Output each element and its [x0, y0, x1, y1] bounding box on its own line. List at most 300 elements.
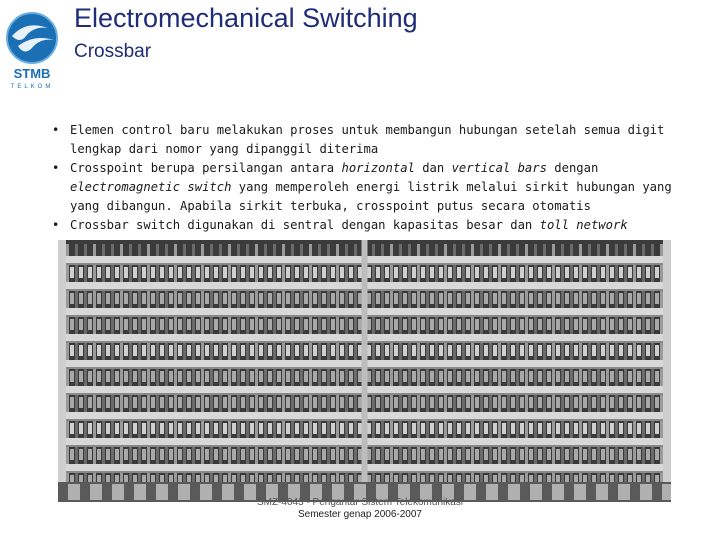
- crosspoint-contact: [88, 345, 92, 356]
- bullet-text: Crossbar switch digunakan di sentral dengan kapasitas besar dan: [70, 218, 540, 232]
- crosspoint-contact: [88, 293, 92, 304]
- crosspoint-contact: [304, 319, 308, 330]
- crosspoint-contact: [493, 423, 497, 434]
- crosspoint-contact: [502, 267, 506, 278]
- crosspoint-contact: [430, 449, 434, 460]
- slide-subtitle: Crossbar: [74, 41, 152, 62]
- crosspoint-contact: [331, 397, 335, 408]
- crosspoint-contact: [232, 293, 236, 304]
- crosspoint-contact: [385, 319, 389, 330]
- crosspoint-contact: [70, 267, 74, 278]
- crosspoint-contact: [97, 267, 101, 278]
- crosspoint-contact: [655, 319, 659, 330]
- crosspoint-contact: [169, 345, 173, 356]
- crosspoint-contact: [583, 345, 587, 356]
- crosspoint-contact: [601, 319, 605, 330]
- crosspoint-contact: [88, 267, 92, 278]
- crosspoint-contact: [286, 449, 290, 460]
- crosspoint-contact: [124, 397, 128, 408]
- crosspoint-contact: [241, 267, 245, 278]
- crosspoint-contact: [232, 345, 236, 356]
- crosspoint-contact: [277, 449, 281, 460]
- crosspoint-contact: [637, 371, 641, 382]
- crosspoint-contact: [232, 371, 236, 382]
- crosspoint-contact: [115, 423, 119, 434]
- crosspoint-contact: [133, 267, 137, 278]
- crosspoint-contact: [151, 397, 155, 408]
- crosspoint-contact: [79, 293, 83, 304]
- crosspoint-contact: [475, 319, 479, 330]
- crosspoint-contact: [484, 345, 488, 356]
- crosspoint-contact: [322, 293, 326, 304]
- crosspoint-contact: [592, 293, 596, 304]
- crosspoint-contact: [358, 397, 362, 408]
- crosspoint-contact: [232, 319, 236, 330]
- bullet-item: [52, 121, 708, 159]
- crosspoint-contact: [322, 397, 326, 408]
- crosspoint-contact: [205, 423, 209, 434]
- crosspoint-contact: [619, 345, 623, 356]
- crosspoint-contact: [529, 319, 533, 330]
- crosspoint-contact: [142, 345, 146, 356]
- crosspoint-contact: [349, 397, 353, 408]
- crosspoint-contact: [358, 345, 362, 356]
- crosspoint-contact: [565, 397, 569, 408]
- crosspoint-contact: [133, 449, 137, 460]
- crosspoint-contact: [106, 267, 110, 278]
- crosspoint-contact: [439, 267, 443, 278]
- crosspoint-contact: [169, 397, 173, 408]
- crosspoint-contact: [457, 449, 461, 460]
- crosspoint-contact: [574, 371, 578, 382]
- crosspoint-contact: [178, 345, 182, 356]
- crosspoint-contact: [367, 267, 371, 278]
- crosspoint-contact: [331, 423, 335, 434]
- crosspoint-contact: [295, 449, 299, 460]
- crosspoint-contact: [439, 449, 443, 460]
- footer-semester: Semester genap 2006-2007: [298, 509, 422, 520]
- crosspoint-contact: [106, 423, 110, 434]
- crosspoint-contact: [421, 449, 425, 460]
- bullet-list: [52, 121, 708, 235]
- crosspoint-contact: [106, 319, 110, 330]
- crosspoint-contact: [448, 267, 452, 278]
- crosspoint-contact: [637, 397, 641, 408]
- crosspoint-contact: [412, 423, 416, 434]
- crosspoint-contact: [421, 293, 425, 304]
- crosspoint-contact: [160, 319, 164, 330]
- crosspoint-contact: [133, 397, 137, 408]
- bullet-italic-text: toll network: [539, 218, 628, 232]
- crosspoint-contact: [385, 293, 389, 304]
- crosspoint-contact: [196, 345, 200, 356]
- crosspoint-contact: [574, 423, 578, 434]
- crosspoint-contact: [466, 397, 470, 408]
- crosspoint-contact: [475, 267, 479, 278]
- crosspoint-contact: [385, 423, 389, 434]
- crosspoint-contact: [295, 345, 299, 356]
- crosspoint-contact: [484, 371, 488, 382]
- crosspoint-contact: [538, 371, 542, 382]
- crosspoint-contact: [151, 267, 155, 278]
- crosspoint-contact: [115, 371, 119, 382]
- crosspoint-contact: [124, 319, 128, 330]
- crosspoint-contact: [538, 423, 542, 434]
- crosspoint-contact: [637, 267, 641, 278]
- crosspoint-contact: [502, 293, 506, 304]
- crosspoint-contact: [556, 397, 560, 408]
- crosspoint-contact: [151, 319, 155, 330]
- bullet-dot-icon: •: [52, 218, 60, 232]
- crosspoint-contact: [547, 449, 551, 460]
- crosspoint-contact: [142, 371, 146, 382]
- crosspoint-contact: [538, 397, 542, 408]
- crosspoint-contact: [421, 267, 425, 278]
- crosspoint-contact: [367, 345, 371, 356]
- bullet-italic-text: vertical bars: [451, 161, 547, 175]
- crosspoint-contact: [502, 423, 506, 434]
- center-divider: [362, 240, 368, 502]
- crosspoint-contact: [403, 371, 407, 382]
- crosspoint-contact: [250, 397, 254, 408]
- crosspoint-contact: [439, 319, 443, 330]
- crosspoint-contact: [646, 397, 650, 408]
- crosspoint-contact: [547, 423, 551, 434]
- crosspoint-contact: [511, 345, 515, 356]
- crosspoint-contact: [646, 449, 650, 460]
- crosspoint-contact: [178, 293, 182, 304]
- crosspoint-contact: [88, 397, 92, 408]
- crosspoint-contact: [124, 267, 128, 278]
- crosspoint-contact: [151, 371, 155, 382]
- crosspoint-contact: [187, 397, 191, 408]
- crosspoint-contact: [583, 449, 587, 460]
- crosspoint-contact: [619, 397, 623, 408]
- crosspoint-contact: [322, 449, 326, 460]
- crosspoint-contact: [466, 267, 470, 278]
- crosspoint-contact: [430, 423, 434, 434]
- crosspoint-contact: [475, 293, 479, 304]
- crosspoint-contact: [376, 423, 380, 434]
- crosspoint-contact: [97, 423, 101, 434]
- crosspoint-contact: [223, 319, 227, 330]
- bullet-text: yang memperoleh energi listrik melalui sirkit hubungan yang yang dibangun. Apabila sirkit terbuka, crosspoint putus secara otomatis: [70, 180, 672, 213]
- crosspoint-contact: [331, 345, 335, 356]
- crosspoint-contact: [295, 423, 299, 434]
- crosspoint-contact: [619, 319, 623, 330]
- crosspoint-contact: [565, 371, 569, 382]
- crosspoint-contact: [268, 423, 272, 434]
- crosspoint-contact: [403, 267, 407, 278]
- crosspoint-contact: [313, 267, 317, 278]
- crosspoint-contact: [277, 267, 281, 278]
- crosspoint-contact: [70, 345, 74, 356]
- crosspoint-contact: [223, 267, 227, 278]
- crosspoint-contact: [205, 345, 209, 356]
- crosspoint-contact: [115, 449, 119, 460]
- crosspoint-contact: [241, 423, 245, 434]
- crosspoint-contact: [268, 345, 272, 356]
- crosspoint-contact: [349, 319, 353, 330]
- crosspoint-contact: [619, 293, 623, 304]
- crosspoint-contact: [313, 449, 317, 460]
- crosspoint-contact: [565, 267, 569, 278]
- crosspoint-contact: [196, 371, 200, 382]
- crosspoint-contact: [115, 397, 119, 408]
- crosspoint-contact: [304, 293, 308, 304]
- crosspoint-contact: [610, 397, 614, 408]
- crosspoint-contact: [520, 397, 524, 408]
- crosspoint-contact: [178, 267, 182, 278]
- crosspoint-contact: [250, 293, 254, 304]
- crosspoint-contact: [340, 319, 344, 330]
- crosspoint-contact: [367, 423, 371, 434]
- crosspoint-contact: [475, 449, 479, 460]
- crosspoint-contact: [430, 267, 434, 278]
- crosspoint-contact: [394, 293, 398, 304]
- crosspoint-contact: [313, 319, 317, 330]
- crosspoint-contact: [403, 345, 407, 356]
- crosspoint-contact: [304, 267, 308, 278]
- crosspoint-contact: [403, 423, 407, 434]
- crosspoint-contact: [484, 423, 488, 434]
- bullet-text: Elemen control baru melakukan proses untuk membangun hubungan setelah semua digit lengkap dari nomor yang dipanggil diterima: [70, 123, 665, 156]
- crosspoint-contact: [70, 293, 74, 304]
- crosspoint-contact: [466, 293, 470, 304]
- crosspoint-contact: [322, 345, 326, 356]
- crosspoint-contact: [151, 345, 155, 356]
- crosspoint-contact: [601, 293, 605, 304]
- crosspoint-contact: [583, 267, 587, 278]
- crosspoint-contact: [457, 371, 461, 382]
- crosspoint-contact: [628, 319, 632, 330]
- crosspoint-contact: [295, 319, 299, 330]
- crosspoint-contact: [601, 449, 605, 460]
- crosspoint-contact: [592, 319, 596, 330]
- bullet-item: [52, 216, 708, 235]
- crosspoint-contact: [493, 293, 497, 304]
- crosspoint-contact: [115, 345, 119, 356]
- crosspoint-contact: [349, 345, 353, 356]
- crosspoint-contact: [466, 371, 470, 382]
- crosspoint-contact: [124, 423, 128, 434]
- crosspoint-contact: [610, 267, 614, 278]
- crosspoint-contact: [448, 371, 452, 382]
- crosspoint-contact: [358, 293, 362, 304]
- crosspoint-contact: [484, 293, 488, 304]
- crosspoint-contact: [556, 371, 560, 382]
- crosspoint-contact: [187, 267, 191, 278]
- crosspoint-contact: [385, 345, 389, 356]
- crosspoint-contact: [268, 397, 272, 408]
- crosspoint-contact: [637, 449, 641, 460]
- crosspoint-contact: [133, 345, 137, 356]
- crosspoint-contact: [106, 397, 110, 408]
- crosspoint-contact: [277, 293, 281, 304]
- crosspoint-contact: [79, 397, 83, 408]
- crosspoint-contact: [97, 397, 101, 408]
- crosspoint-contact: [259, 371, 263, 382]
- crosspoint-contact: [124, 293, 128, 304]
- crosspoint-contact: [367, 449, 371, 460]
- crosspoint-contact: [376, 345, 380, 356]
- crosspoint-contact: [547, 345, 551, 356]
- crosspoint-contact: [421, 345, 425, 356]
- crosspoint-contact: [196, 319, 200, 330]
- crosspoint-contact: [520, 267, 524, 278]
- crosspoint-contact: [187, 293, 191, 304]
- crosspoint-contact: [142, 319, 146, 330]
- crosspoint-contact: [511, 397, 515, 408]
- crosspoint-contact: [637, 319, 641, 330]
- crosspoint-contact: [439, 397, 443, 408]
- crosspoint-contact: [241, 397, 245, 408]
- crosspoint-contact: [493, 267, 497, 278]
- crosspoint-contact: [547, 319, 551, 330]
- crosspoint-contact: [205, 371, 209, 382]
- crosspoint-contact: [187, 345, 191, 356]
- crosspoint-contact: [250, 371, 254, 382]
- crosspoint-contact: [511, 293, 515, 304]
- crosspoint-contact: [601, 267, 605, 278]
- crosspoint-contact: [214, 319, 218, 330]
- crosspoint-contact: [403, 293, 407, 304]
- crosspoint-contact: [313, 371, 317, 382]
- crosspoint-contact: [574, 319, 578, 330]
- crosspoint-contact: [619, 449, 623, 460]
- crosspoint-contact: [88, 449, 92, 460]
- crosspoint-contact: [502, 397, 506, 408]
- crosspoint-contact: [313, 345, 317, 356]
- crosspoint-contact: [151, 293, 155, 304]
- crosspoint-contact: [277, 397, 281, 408]
- crosspoint-contact: [538, 319, 542, 330]
- crosspoint-contact: [484, 397, 488, 408]
- crosspoint-contact: [511, 371, 515, 382]
- crosspoint-contact: [628, 371, 632, 382]
- crosspoint-contact: [223, 449, 227, 460]
- crosspoint-contact: [457, 345, 461, 356]
- crosspoint-contact: [412, 319, 416, 330]
- crosspoint-contact: [565, 319, 569, 330]
- crosspoint-contact: [511, 423, 515, 434]
- crosspoint-contact: [331, 267, 335, 278]
- crosspoint-contact: [619, 267, 623, 278]
- crosspoint-contact: [574, 345, 578, 356]
- crosspoint-contact: [223, 423, 227, 434]
- crosspoint-contact: [79, 267, 83, 278]
- crosspoint-contact: [70, 319, 74, 330]
- crosspoint-contact: [376, 319, 380, 330]
- crosspoint-contact: [286, 371, 290, 382]
- bullet-text: dan: [414, 161, 452, 175]
- crosspoint-contact: [538, 293, 542, 304]
- crosspoint-contact: [565, 423, 569, 434]
- crosspoint-contact: [268, 371, 272, 382]
- crosspoint-contact: [475, 397, 479, 408]
- crosspoint-contact: [79, 319, 83, 330]
- crosspoint-contact: [610, 371, 614, 382]
- crosspoint-contact: [241, 371, 245, 382]
- crosspoint-contact: [466, 423, 470, 434]
- crosspoint-contact: [412, 267, 416, 278]
- crosspoint-contact: [286, 267, 290, 278]
- crosspoint-contact: [304, 345, 308, 356]
- crosspoint-contact: [133, 371, 137, 382]
- crosspoint-contact: [646, 293, 650, 304]
- bullet-dot-icon: •: [52, 161, 60, 175]
- crosspoint-contact: [610, 423, 614, 434]
- crosspoint-contact: [646, 423, 650, 434]
- crosspoint-contact: [151, 449, 155, 460]
- crosspoint-contact: [412, 345, 416, 356]
- crosspoint-contact: [619, 423, 623, 434]
- crosspoint-contact: [313, 293, 317, 304]
- crosspoint-contact: [475, 423, 479, 434]
- crosspoint-contact: [529, 371, 533, 382]
- crosspoint-contact: [241, 293, 245, 304]
- crosspoint-contact: [259, 449, 263, 460]
- crosspoint-contact: [520, 371, 524, 382]
- crosspoint-contact: [529, 423, 533, 434]
- crosspoint-contact: [484, 449, 488, 460]
- crosspoint-contact: [394, 397, 398, 408]
- crosspoint-contact: [322, 371, 326, 382]
- crosspoint-contact: [412, 371, 416, 382]
- crosspoint-contact: [223, 293, 227, 304]
- crosspoint-contact: [439, 345, 443, 356]
- crosspoint-contact: [268, 293, 272, 304]
- crosspoint-contact: [628, 449, 632, 460]
- crosspoint-contact: [115, 293, 119, 304]
- crosspoint-contact: [538, 449, 542, 460]
- crosspoint-contact: [259, 397, 263, 408]
- crosspoint-contact: [331, 319, 335, 330]
- crosspoint-contact: [160, 423, 164, 434]
- crosspoint-contact: [277, 371, 281, 382]
- crosspoint-contact: [124, 371, 128, 382]
- crosspoint-contact: [304, 371, 308, 382]
- crosspoint-contact: [637, 293, 641, 304]
- crosspoint-contact: [403, 449, 407, 460]
- crosspoint-contact: [241, 319, 245, 330]
- crosspoint-contact: [529, 397, 533, 408]
- crosspoint-contact: [286, 397, 290, 408]
- crosspoint-contact: [655, 449, 659, 460]
- crosspoint-contact: [493, 449, 497, 460]
- crosspoint-contact: [178, 449, 182, 460]
- crosspoint-contact: [358, 267, 362, 278]
- crosspoint-contact: [547, 267, 551, 278]
- crosspoint-contact: [565, 293, 569, 304]
- crosspoint-contact: [223, 397, 227, 408]
- crosspoint-contact: [349, 267, 353, 278]
- crosspoint-contact: [79, 449, 83, 460]
- crosspoint-contact: [628, 293, 632, 304]
- crosspoint-contact: [511, 319, 515, 330]
- crosspoint-contact: [493, 371, 497, 382]
- crosspoint-contact: [556, 345, 560, 356]
- crosspoint-contact: [160, 371, 164, 382]
- crosspoint-contact: [601, 423, 605, 434]
- crosspoint-contact: [178, 423, 182, 434]
- bullet-item: [52, 159, 708, 216]
- crosspoint-contact: [502, 319, 506, 330]
- crosspoint-contact: [367, 397, 371, 408]
- crosspoint-contact: [538, 345, 542, 356]
- crosspoint-contact: [421, 397, 425, 408]
- crosspoint-contact: [304, 397, 308, 408]
